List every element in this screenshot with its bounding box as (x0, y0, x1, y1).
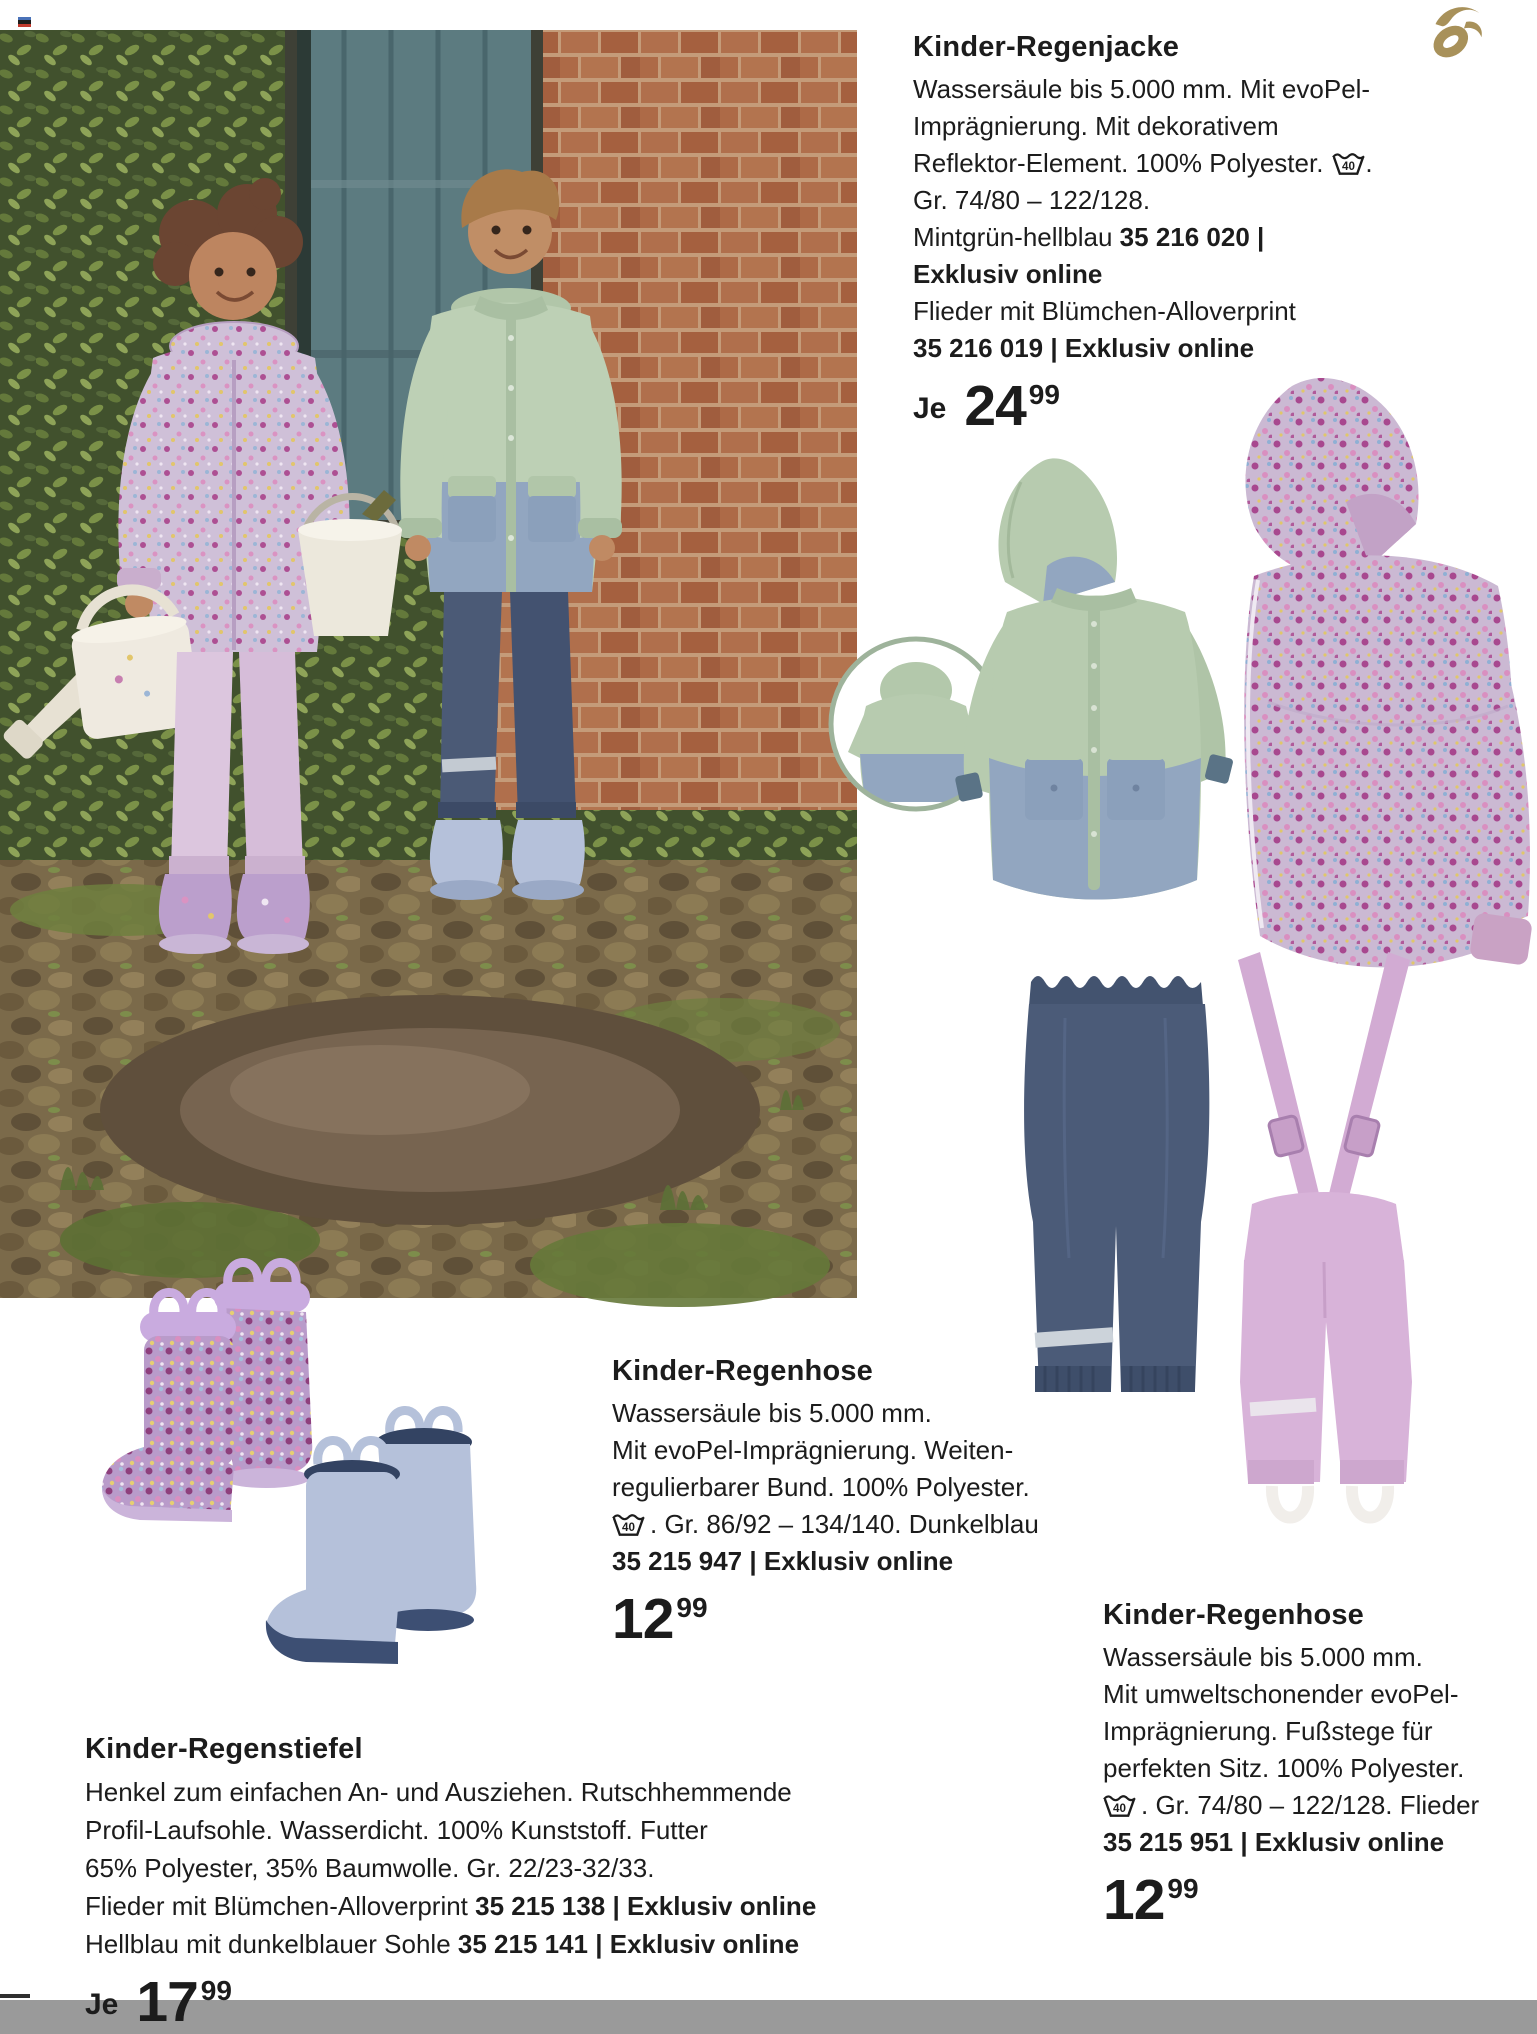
print-registration-mark (18, 17, 31, 27)
color-name: Flieder mit Blümchen-Alloverprint (85, 1891, 476, 1921)
desc-line: Gr. 74/80 – 122/128. (913, 185, 1151, 215)
price (1103, 1868, 1479, 1932)
desc-line: Wassersäule bis 5.000 mm. (612, 1398, 932, 1428)
wash-temperature: 40 (622, 1520, 635, 1534)
article-number-line (913, 330, 1373, 367)
article-number-line (612, 1543, 1039, 1580)
wash-temperature: 40 (1342, 159, 1356, 173)
desc-line: Imprägnierung. Fußstege für (1103, 1716, 1433, 1746)
price-integer: 12 (612, 1587, 674, 1651)
desc-line: Mit umweltschonender evoPel- (1103, 1679, 1459, 1709)
desc-line (913, 145, 1373, 182)
desc-line (1103, 1787, 1479, 1824)
color-variant-line (85, 1887, 816, 1925)
product-title: Kinder-Regenhose (612, 1355, 874, 1387)
article-number-line (1103, 1824, 1479, 1861)
wash-40-icon (1103, 1792, 1136, 1818)
product-image-lilac-bib-pants (1222, 952, 1427, 1552)
price-integer: 17 (136, 1970, 198, 2034)
wash-40-icon (1332, 150, 1365, 176)
color-variant-line: Flieder mit Blümchen-Alloverprint (913, 296, 1296, 326)
desc-text: Reflektor-Element. 100% Polyester. (913, 148, 1324, 178)
exclusive-online-badge (913, 256, 1373, 293)
desc-line: 65% Polyester, 35% Baumwolle. Gr. 22/23-32/33. (85, 1853, 655, 1883)
desc-line: Mit evoPel-Imprägnierung. Weiten- (612, 1435, 1014, 1465)
article-number: 35 216 020 | (1119, 222, 1265, 252)
price-cents: 99 (676, 1592, 708, 1623)
product-info-regenstiefel (85, 1730, 817, 2034)
product-title: Kinder-Regenhose (1103, 1599, 1365, 1631)
article-number: 35 215 138 | Exklusiv online (475, 1891, 817, 1921)
desc-line: regulierbarer Bund. 100% Polyester. (612, 1472, 1030, 1502)
desc-line: Profil-Laufsohle. Wasserdicht. 100% Kunststoff. Futter (85, 1815, 708, 1845)
desc-line: perfekten Sitz. 100% Polyester. (1103, 1753, 1465, 1783)
color-name: Mintgrün-hellblau (913, 222, 1120, 252)
price (85, 1970, 816, 2034)
desc-line: Wassersäule bis 5.000 mm. (1103, 1642, 1423, 1672)
price-cents: 99 (200, 1975, 232, 2006)
price (913, 374, 1373, 438)
product-info-regenhose-flieder (1103, 1596, 1480, 1932)
desc-text: . (1365, 148, 1373, 178)
color-variant-line (85, 1925, 816, 1963)
product-info-regenjacke (913, 28, 1373, 438)
desc-line (612, 1506, 1039, 1543)
product-image-navy-pants (1005, 958, 1230, 1410)
price (612, 1587, 1039, 1651)
price-integer: 12 (1103, 1868, 1165, 1932)
product-title: Kinder-Regenjacke (913, 31, 1180, 63)
article-number: 35 215 947 | Exklusiv online (612, 1546, 954, 1576)
boot-front (266, 1440, 400, 1664)
price-prefix: Je (85, 1988, 119, 2021)
desc-text: . Gr. 86/92 – 134/140. Dunkelblau (650, 1509, 1039, 1539)
desc-line: Imprägnierung. Mit dekorativem (913, 111, 1279, 141)
article-number: 35 215 951 | Exklusiv online (1103, 1827, 1445, 1857)
color-name: Hellblau mit dunkelblauer Sohle (85, 1929, 458, 1959)
desc-line: Henkel zum einfachen An- und Ausziehen. Rutschhemmende (85, 1777, 792, 1807)
price-cents: 99 (1028, 379, 1060, 410)
product-info-regenhose-dunkelblau (612, 1352, 1039, 1651)
price-integer: 24 (964, 374, 1026, 438)
wash-40-icon (612, 1511, 645, 1537)
hero-scene (0, 30, 857, 1298)
wash-temperature: 40 (1113, 1801, 1126, 1815)
article-number: 35 215 141 | Exklusiv online (457, 1929, 800, 1959)
article-number: 35 216 019 | Exklusiv online (913, 333, 1255, 363)
page-edge-mark (0, 1994, 30, 1998)
desc-line: Wassersäule bis 5.000 mm. Mit evoPel- (913, 74, 1371, 104)
tchibo-logo-icon (1414, 0, 1492, 70)
price-prefix: Je (913, 392, 947, 425)
boot-front (102, 1292, 236, 1522)
product-title: Kinder-Regenstiefel (85, 1733, 363, 1765)
badge-text: Exklusiv online (913, 259, 1103, 289)
product-image-blue-boots (262, 1388, 522, 1718)
color-variant-line (913, 219, 1373, 256)
desc-text: . Gr. 74/80 – 122/128. Flieder (1141, 1790, 1480, 1820)
lifestyle-photo (0, 30, 857, 1298)
price-cents: 99 (1167, 1873, 1199, 1904)
product-image-mint-jacket (945, 452, 1245, 952)
